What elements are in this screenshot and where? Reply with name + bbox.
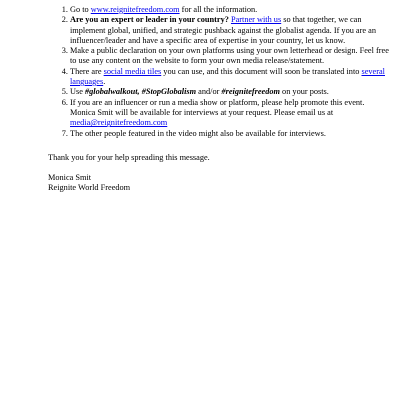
thanks-text: Thank you for your help spreading this message.: [48, 153, 210, 162]
item-text: for all the information.: [179, 5, 258, 14]
hashtag-text: #reignitefreedom: [221, 87, 280, 97]
list-item: [70, 15, 390, 46]
signature-org: Reignite World Freedom: [48, 183, 131, 193]
item-text: If you are an influencer or run a media show or platform, please help promote this event. Monica Smit will be available for interviews at your request. Please email us at: [70, 97, 365, 117]
several-languages-link[interactable]: several languages: [70, 66, 385, 87]
list-item: [70, 98, 390, 129]
item-text: Go to: [70, 5, 91, 14]
social-media-tiles-link[interactable]: social media tiles: [103, 66, 162, 76]
item-text: Make a public declaration on your own platforms using your own letterhead or design. Feel free to use any content on the website to form your own media release/statement.: [70, 46, 389, 66]
item-text: and/or: [196, 87, 222, 97]
item-bold-text: Are you an expert or leader in your country?: [70, 15, 229, 25]
list-item: [70, 87, 390, 97]
item-text: so that together, we can implement global, unified, and strategic pushback against the globalist agenda. If you are an influencer/leader and have a specific area of expertise in your country, let us know.: [70, 15, 376, 45]
instructions-list: [48, 5, 390, 139]
list-item: [70, 5, 390, 15]
hashtag-text: #globalwalkout, #StopGlobalism: [84, 87, 197, 97]
media-email-link[interactable]: media@reignitefreedom.com: [70, 118, 168, 128]
signature-block: [48, 173, 130, 194]
signature-name: Monica Smit: [48, 173, 92, 182]
partner-link[interactable]: Partner with us: [230, 15, 282, 25]
item-text: .: [103, 77, 106, 87]
list-item: [70, 46, 390, 67]
item-text: on your posts.: [279, 87, 329, 97]
item-text: you can use, and this document will soon be translated into: [161, 66, 362, 76]
list-item: [70, 129, 390, 139]
item-text: There are: [70, 66, 104, 76]
website-link[interactable]: www.reignitefreedom.com: [90, 5, 180, 14]
item-text: The other people featured in the video might also be available for interviews.: [70, 128, 326, 138]
item-text: Use: [70, 87, 85, 97]
list-item: [70, 67, 390, 88]
